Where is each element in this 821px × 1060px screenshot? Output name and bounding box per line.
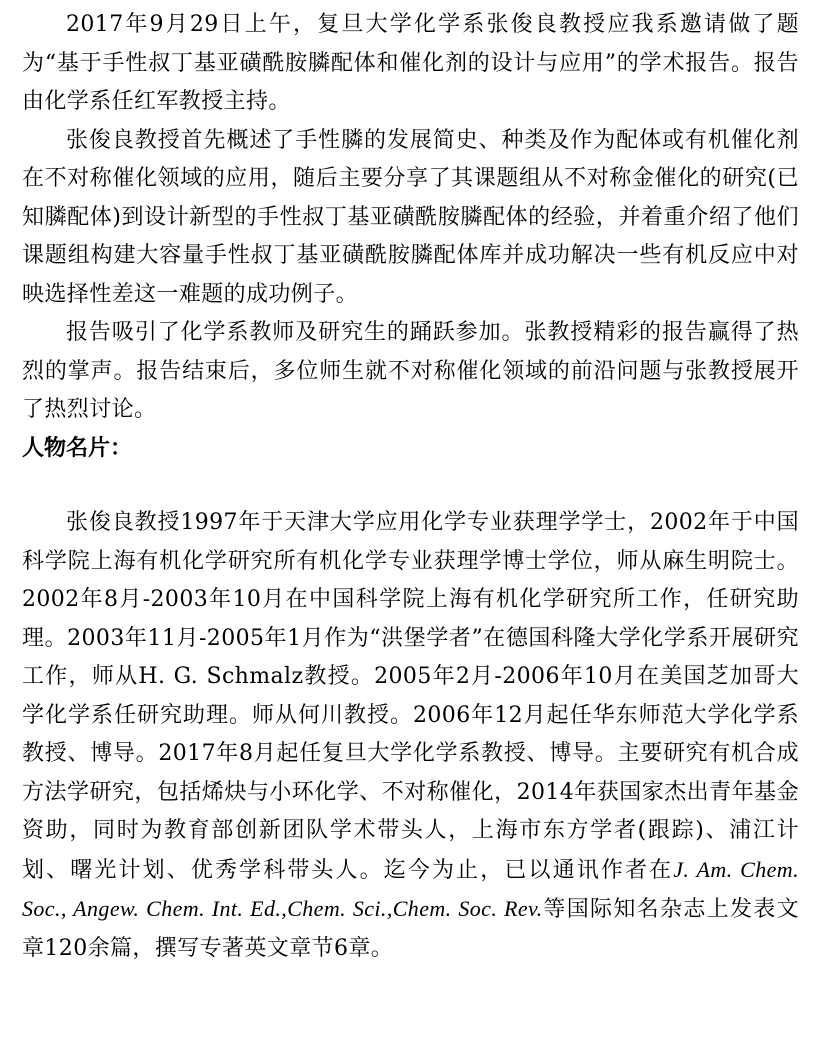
profile-bio bbox=[22, 504, 799, 968]
report-paragraph-1: 2017年9月29日上午，复旦大学化学系张俊良教授应我系邀请做了题为“基于手性叔丁基亚磺酰胺膦配体和催化剂的设计与应用”的学术报告。报告由化学系任红军教授主持。 bbox=[22, 12, 799, 114]
profile-heading: 人物名片： bbox=[22, 435, 133, 461]
profile-bio-text: 张俊良教授1997年于天津大学应用化学专业获理学学士，2002年于中国科学院上海有机化学研究所有机化学专业获理学博士学位，师从麻生明院士。2002年8月-2003年10月在中国科学院上海有机化学研究所工作，任研究助理。2003年11月-2005年1月作为“洪堡学者”在德国科隆大学化学系开展研究工作，师从H. G. Schmalz教授。2005年2月-2006年10月在美国芝加哥大学化学系任研究助理。师从何川教授。2006年12月起任华东师范大学化学系教授、博导。2017年8月起任复旦大学化学系教授、博导。主要研究有机合成方法学研究，包括烯炔与小环化学、不对称催化，2014年获国家杰出青年基金资助，同时为教育部创新团队学术带头人，上海市东方学者(跟踪)、浦江计划、曙光计划、优秀学科带头人。迄今为止，已以通讯作者在 bbox=[22, 510, 799, 883]
report-paragraph-3: 报告吸引了化学系教师及研究生的踊跃参加。张教授精彩的报告赢得了热烈的掌声。报告结束后，多位师生就不对称催化领域的前沿问题与张教授展开了热烈讨论。 bbox=[22, 320, 799, 422]
profile-bio-tail: 等国际知名杂志上发表文章120余篇，撰写专著英文章节6章。 bbox=[22, 897, 799, 961]
journal-list: J. Am. Chem. Soc., Angew. Chem. Int. Ed.,Chem. Sci.,Chem. Soc. Rev. bbox=[22, 856, 799, 921]
report-paragraph-2: 张俊良教授首先概述了手性膦的发展简史、种类及作为配体或有机催化剂在不对称催化领域的应用，随后主要分享了其课题组从不对称金催化的研究(已知膦配体)到设计新型的手性叔丁基亚磺酰胺膦配体的经验，并着重介绍了他们课题组构建大容量手性叔丁基亚磺酰胺膦配体库并成功解决一些有机反应中对映选择性差这一难题的成功例子。 bbox=[22, 127, 799, 307]
